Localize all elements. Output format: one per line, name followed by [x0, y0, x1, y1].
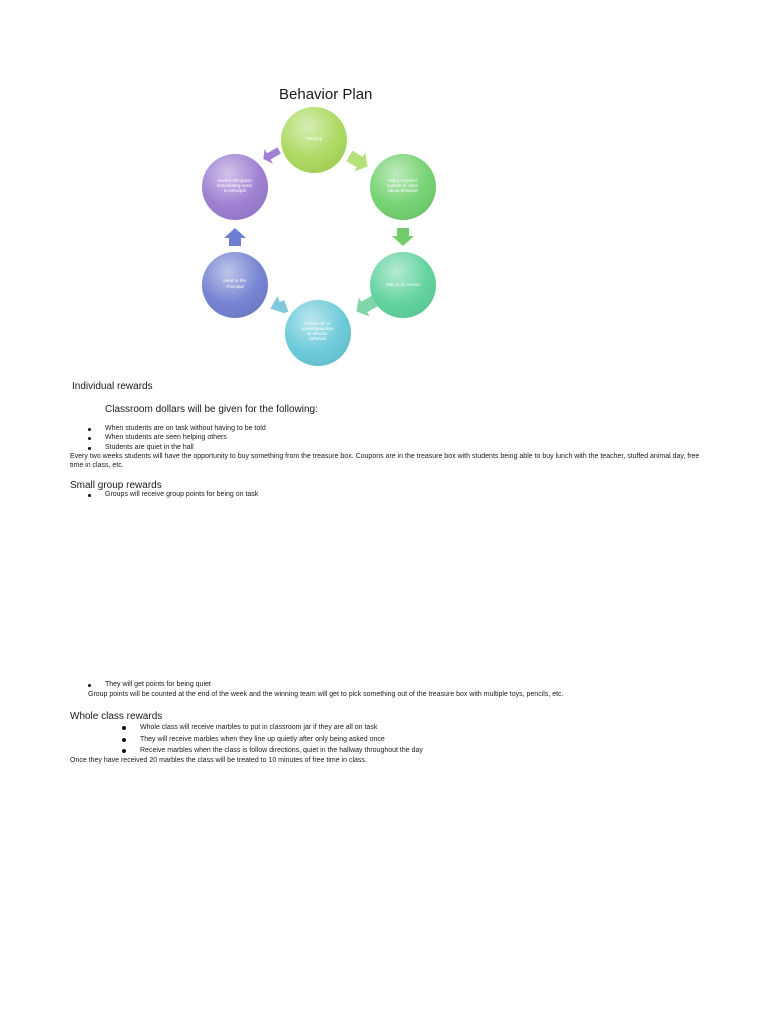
small-group-rewards-heading: Small group rewards [70, 480, 162, 491]
bullet-icon [88, 494, 91, 497]
cycle-step-warning [281, 107, 347, 173]
behavior-cycle-diagram [0, 0, 768, 380]
cycle-step-label: Warning [305, 136, 323, 141]
cycle-arrow [267, 295, 288, 317]
list-item-text: When students are on task without having to be told [105, 425, 266, 432]
individual-rewards-heading: Individual rewards [72, 381, 153, 392]
cycle-step-label: Stay in for recess [385, 282, 421, 287]
treasure-box-paragraph: Every two weeks students will have the opportunity to buy something from the treasure box. Coupons are in the treasure box with students being able to buy lunch with the teacher, stuffed animal day, free time in class, etc. [70, 453, 700, 469]
cycle-step-send-to-principal [202, 252, 268, 318]
cycle-arrow [344, 146, 373, 176]
cycle-step-severe-disruption [202, 154, 268, 220]
bullet-icon [122, 738, 126, 742]
bullet-icon [88, 428, 91, 431]
list-item-text: Students are quiet in the hall [105, 444, 194, 451]
cycle-step-stay-in-for-recess [370, 252, 436, 318]
page-title: Behavior Plan [279, 86, 373, 103]
cycle-step-label: Send to the Principal [222, 278, 246, 289]
list-item-text: They will receive marbles when they line up quietly after only being asked once [140, 736, 385, 743]
bullet-icon [88, 437, 91, 440]
cycle-arrow [224, 228, 246, 246]
group-points-paragraph: Group points will be counted at the end of the week and the winning team will get to pick something out of the treasure box with multiple toys, pencils, etc. [88, 691, 564, 698]
whole-class-rewards-heading: Whole class rewards [70, 711, 163, 722]
cycle-arrow [259, 143, 283, 167]
list-item-text: Receive marbles when the class is follow directions, quiet in the hallway throughout the day [140, 747, 423, 754]
list-item-text: When students are seen helping others [105, 434, 227, 441]
list-item-text: Whole class will receive marbles to put in classroom jar if they are all on task [140, 724, 378, 731]
list-item-text: Groups will receive group points for being on task [105, 491, 259, 498]
classroom-dollars-heading: Classroom dollars will be given for the following: [105, 404, 318, 415]
list-item-text: They will get points for being quiet [105, 681, 211, 688]
cycle-step-label: Severe disruption immediately send to principal [216, 178, 252, 193]
marbles-paragraph: Once they have received 20 marbles the class will be treated to 10 minutes of free time in class. [70, 757, 367, 764]
cycle-step-talk-to-student [370, 154, 436, 220]
cycle-step-label: Talk to student outside of class about behavior [386, 178, 418, 193]
bullet-icon [88, 447, 91, 450]
cycle-step-label: Phone call to parent/guardian to discuss behavior [301, 321, 334, 341]
cycle-arrow [392, 228, 414, 246]
bullet-icon [122, 749, 126, 753]
bullet-icon [88, 684, 91, 687]
bullet-icon [122, 726, 126, 730]
cycle-step-phone-call [285, 300, 351, 366]
